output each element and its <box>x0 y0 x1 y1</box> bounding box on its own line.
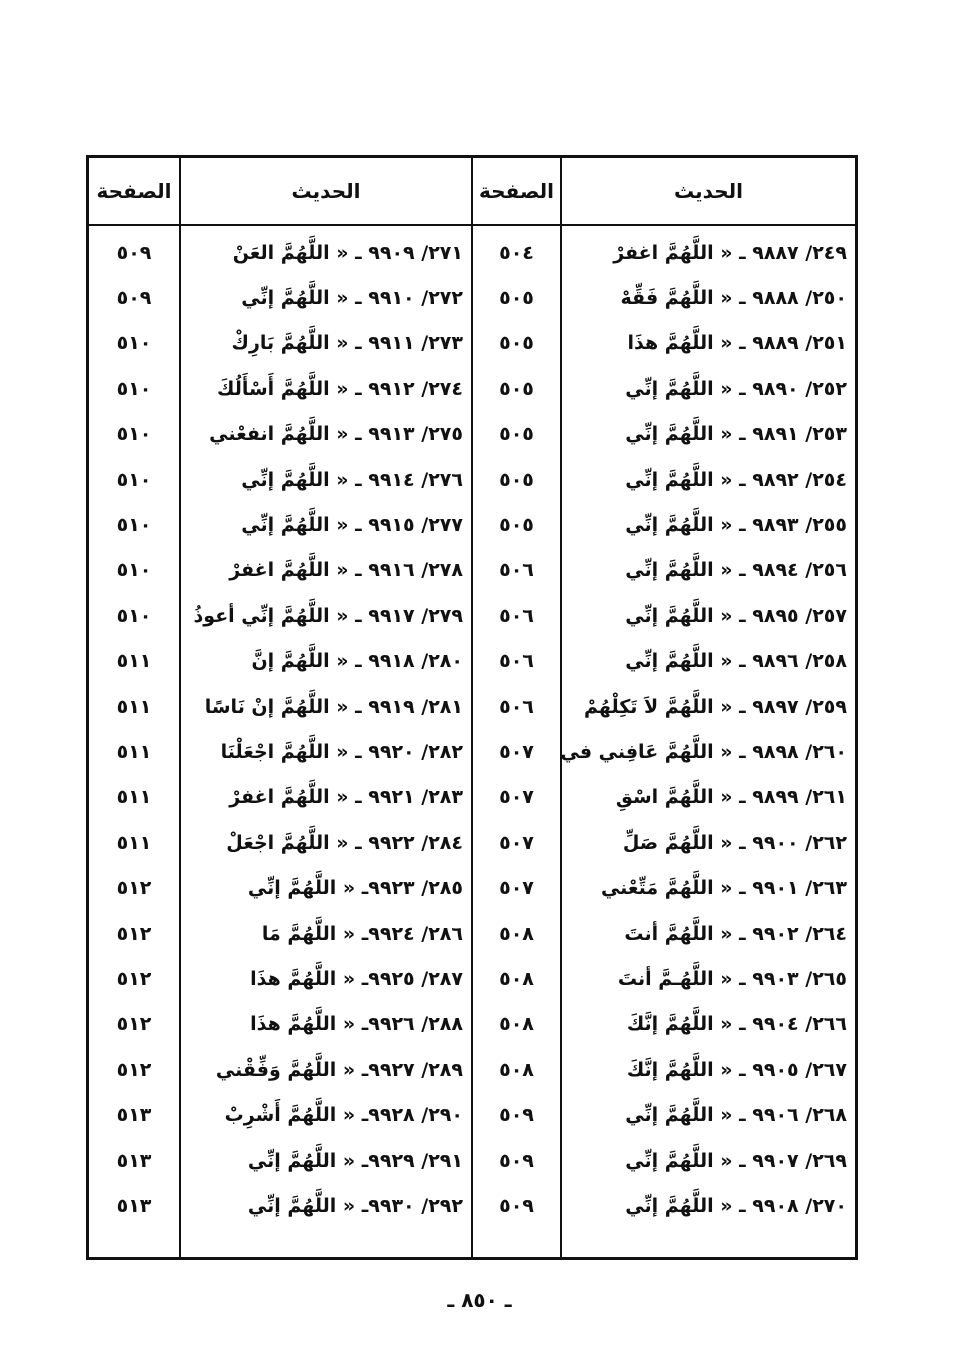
header-hadith-left: الحديث <box>291 179 361 203</box>
hadith-entry-right: ٢٥٣/ ٩٨٩١ ـ « اللَّهُمَّ إنِّي <box>625 423 847 446</box>
page-ref-left: ٥١٠ <box>116 468 152 491</box>
table-body <box>89 230 855 1229</box>
hadith-entry-right: ٢٥٨/ ٩٨٩٦ ـ « اللَّهُمَّ إنِّي <box>625 650 847 673</box>
page-ref-right: ٥٠٥ <box>499 332 534 355</box>
page-ref-right: ٥٠٨ <box>499 1058 534 1081</box>
page-ref-left: ٥١١ <box>116 831 152 854</box>
page-ref-left: ٥١٠ <box>116 604 152 627</box>
hadith-entry-left: ٢٨٢/ ٩٩٢٠ ـ « اللَّهُمَّ اجْعَلْنَا <box>220 740 463 763</box>
page-ref-left: ٥١١ <box>116 695 152 718</box>
hadith-entry-right: ٢٦٧/ ٩٩٠٥ ـ « اللَّهُمَّ إنَّكَ <box>626 1058 847 1081</box>
hadith-entry-right: ٢٥٤/ ٩٨٩٢ ـ « اللَّهُمَّ إنِّي <box>625 468 847 491</box>
hadith-entry-left: ٢٧٧/ ٩٩١٥ ـ « اللَّهُمَّ إنِّي <box>241 514 463 537</box>
hadith-entry-left: ٢٨٥/ ٩٩٢٣ـ « اللَّهُمَّ إنِّي <box>247 877 463 900</box>
page-ref-left: ٥١١ <box>116 786 152 809</box>
page-ref-right: ٥٠٦ <box>499 604 534 627</box>
hadith-entry-left: ٢٧٢/ ٩٩١٠ ـ « اللَّهُمَّ إنِّي <box>241 287 463 310</box>
page-ref-left: ٥١٠ <box>116 332 152 355</box>
page-ref-right: ٥٠٨ <box>499 922 534 945</box>
page-ref-left: ٥١٣ <box>116 1194 152 1217</box>
page-ref-left: ٥١٢ <box>116 967 152 990</box>
table-row <box>89 1002 855 1047</box>
table-row <box>89 775 855 820</box>
hadith-entry-left: ٢٨٤/ ٩٩٢٢ ـ « اللَّهُمَّ اجْعَلْ <box>226 831 463 854</box>
page-ref-left: ٥١٣ <box>116 1149 152 1172</box>
hadith-entry-right: ٢٥١/ ٩٨٨٩ ـ « اللَّهُمَّ هذَا <box>627 332 847 355</box>
page-ref-left: ٥١١ <box>116 740 152 763</box>
page-ref-right: ٥٠٦ <box>499 650 534 673</box>
hadith-entry-right: ٢٦٠/ ٩٨٩٨ ـ « اللَّهُمَّ عَافِني في <box>560 740 847 763</box>
table-row <box>89 321 855 366</box>
table-row <box>89 230 855 275</box>
page-ref-right: ٥٠٧ <box>499 786 534 809</box>
hadith-entry-right: ٢٦٣/ ٩٩٠١ ـ « اللَّهُمَّ مَتِّعْني <box>600 877 847 900</box>
table-row <box>89 1183 855 1228</box>
hadith-entry-left: ٢٩١/ ٩٩٢٩ـ « اللَّهُمَّ إنِّي <box>247 1149 463 1172</box>
page-ref-right: ٥٠٥ <box>499 377 534 400</box>
hadith-entry-right: ٢٥٥/ ٩٨٩٣ ـ « اللَّهُمَّ إنِّي <box>625 514 847 537</box>
hadith-entry-left: ٢٨٣/ ٩٩٢١ ـ « اللَّهُمَّ اغفرْ <box>229 786 463 809</box>
hadith-entry-right: ٢٦٢/ ٩٩٠٠ ـ « اللَّهُمَّ صَلِّ <box>622 831 847 854</box>
page-ref-right: ٥٠٥ <box>499 468 534 491</box>
page-ref-left: ٥٠٩ <box>116 287 152 310</box>
page-ref-left: ٥١٣ <box>116 1104 152 1127</box>
page-ref-right: ٥٠٧ <box>499 740 534 763</box>
hadith-entry-left: ٢٨٨/ ٩٩٢٦ـ « اللَّهُمَّ هذَا <box>250 1013 463 1036</box>
hadith-entry-left: ٢٨٩/ ٩٩٢٧ـ « اللَّهُمَّ وَفِّقْني <box>215 1058 463 1081</box>
hadith-entry-left: ٢٧٩/ ٩٩١٧ ـ « اللَّهُمَّ إنِّي أعوذُ <box>193 604 463 627</box>
hadith-entry-left: ٢٧١/ ٩٩٠٩ ـ « اللَّهُمَّ العَنْ <box>232 241 463 264</box>
table-row <box>89 1092 855 1137</box>
table-row <box>89 820 855 865</box>
hadith-entry-right: ٢٧٠/ ٩٩٠٨ ـ « اللَّهُمَّ إنِّي <box>625 1194 847 1217</box>
page-ref-left: ٥١٢ <box>116 1013 152 1036</box>
header-page-right: الصفحة <box>479 179 555 203</box>
hadith-entry-left: ٢٩٠/ ٩٩٢٨ـ « اللَّهُمَّ أَشْرِبْ <box>224 1104 463 1127</box>
page-ref-left: ٥١٠ <box>116 423 152 446</box>
hadith-entry-right: ٢٥٠/ ٩٨٨٨ ـ « اللَّهُمَّ فَقِّهْ <box>620 287 847 310</box>
hadith-entry-left: ٢٧٨/ ٩٩١٦ ـ « اللَّهُمَّ اغفرْ <box>229 559 463 582</box>
table-row <box>89 412 855 457</box>
page-ref-left: ٥٠٩ <box>116 241 152 264</box>
page-ref-right: ٥٠٨ <box>499 1013 534 1036</box>
hadith-entry-right: ٢٦٤/ ٩٩٠٢ ـ « اللَّهُمَّ أنتَ <box>624 922 847 945</box>
table-row <box>89 911 855 956</box>
page-ref-right: ٥٠٩ <box>499 1104 534 1127</box>
table-row <box>89 593 855 638</box>
hadith-entry-left: ٢٧٣/ ٩٩١١ ـ « اللَّهُمَّ بَارِكْ <box>231 332 463 355</box>
page-ref-right: ٥٠٥ <box>499 287 534 310</box>
hadith-entry-left: ٢٧٦/ ٩٩١٤ ـ « اللَّهُمَّ إنِّي <box>241 468 463 491</box>
hadith-entry-left: ٢٧٥/ ٩٩١٣ ـ « اللَّهُمَّ انفعْني <box>209 423 463 446</box>
hadith-entry-right: ٢٦٦/ ٩٩٠٤ ـ « اللَّهُمَّ إنَّكَ <box>626 1013 847 1036</box>
hadith-entry-left: ٢٩٢/ ٩٩٣٠ـ « اللَّهُمَّ إنِّي <box>247 1194 463 1217</box>
page-ref-right: ٥٠٨ <box>499 967 534 990</box>
page-ref-right: ٥٠٤ <box>499 241 534 264</box>
page-ref-left: ٥١٢ <box>116 922 152 945</box>
table-row <box>89 729 855 774</box>
hadith-entry-right: ٢٦١/ ٩٨٩٩ ـ « اللَّهُمَّ اسْقِ <box>615 786 847 809</box>
hadith-entry-right: ٢٦٥/ ٩٩٠٣ ـ « اللَّهُـمَّ أنتَ <box>617 967 847 990</box>
page-ref-right: ٥٠٩ <box>499 1194 534 1217</box>
table-row <box>89 548 855 593</box>
table-row <box>89 1047 855 1092</box>
page-ref-right: ٥٠٦ <box>499 695 534 718</box>
table-row <box>89 1138 855 1183</box>
hadith-entry-left: ٢٧٤/ ٩٩١٢ ـ « اللَّهُمَّ أَسْأَلُكَ <box>217 377 463 400</box>
table-row <box>89 865 855 910</box>
hadith-entry-right: ٢٦٩/ ٩٩٠٧ ـ « اللَّهُمَّ إنِّي <box>625 1149 847 1172</box>
page-ref-left: ٥١٠ <box>116 514 152 537</box>
hadith-entry-right: ٢٤٩/ ٩٨٨٧ ـ « اللَّهُمَّ اغفرْ <box>613 241 847 264</box>
table-row <box>89 684 855 729</box>
page-ref-right: ٥٠٦ <box>499 559 534 582</box>
page-ref-left: ٥١٢ <box>116 877 152 900</box>
page-ref-right: ٥٠٧ <box>499 831 534 854</box>
hadith-entry-left: ٢٨٧/ ٩٩٢٥ـ « اللَّهُمَّ هذَا <box>250 967 463 990</box>
hadith-entry-left: ٢٨٠/ ٩٩١٨ ـ « اللَّهُمَّ إنَّ <box>251 650 463 673</box>
hadith-entry-right: ٢٥٢/ ٩٨٩٠ ـ « اللَّهُمَّ إنِّي <box>625 377 847 400</box>
header-hadith-right: الحديث <box>674 179 744 203</box>
table-row <box>89 457 855 502</box>
table-row <box>89 275 855 320</box>
hadith-entry-right: ٢٦٨/ ٩٩٠٦ ـ « اللَّهُمَّ إنِّي <box>625 1104 847 1127</box>
header-page-left: الصفحة <box>96 179 172 203</box>
header-divider <box>89 224 855 226</box>
page-ref-left: ٥١٠ <box>116 559 152 582</box>
page-ref-left: ٥١٢ <box>116 1058 152 1081</box>
hadith-entry-right: ٢٥٧/ ٩٨٩٥ ـ « اللَّهُمَّ إنِّي <box>625 604 847 627</box>
index-table <box>86 155 858 1260</box>
table-row <box>89 639 855 684</box>
page-ref-right: ٥٠٥ <box>499 423 534 446</box>
table-row <box>89 366 855 411</box>
page-ref-right: ٥٠٧ <box>499 877 534 900</box>
table-row <box>89 502 855 547</box>
hadith-entry-left: ٢٨١/ ٩٩١٩ ـ « اللَّهُمَّ إنْ نَاسًا <box>204 695 463 718</box>
page-ref-left: ٥١٠ <box>116 377 152 400</box>
page-ref-left: ٥١١ <box>116 650 152 673</box>
hadith-entry-left: ٢٨٦/ ٩٩٢٤ـ « اللَّهُمَّ مَا <box>261 922 463 945</box>
hadith-entry-right: ٢٥٦/ ٩٨٩٤ ـ « اللَّهُمَّ إنِّي <box>625 559 847 582</box>
page-number: ـ ٨٥٠ ـ <box>447 1288 512 1312</box>
hadith-entry-right: ٢٥٩/ ٩٨٩٧ ـ « اللَّهُمَّ لاَ تَكِلْهُمْ <box>584 695 847 718</box>
page-ref-right: ٥٠٥ <box>499 514 534 537</box>
table-row <box>89 956 855 1001</box>
page-ref-right: ٥٠٩ <box>499 1149 534 1172</box>
